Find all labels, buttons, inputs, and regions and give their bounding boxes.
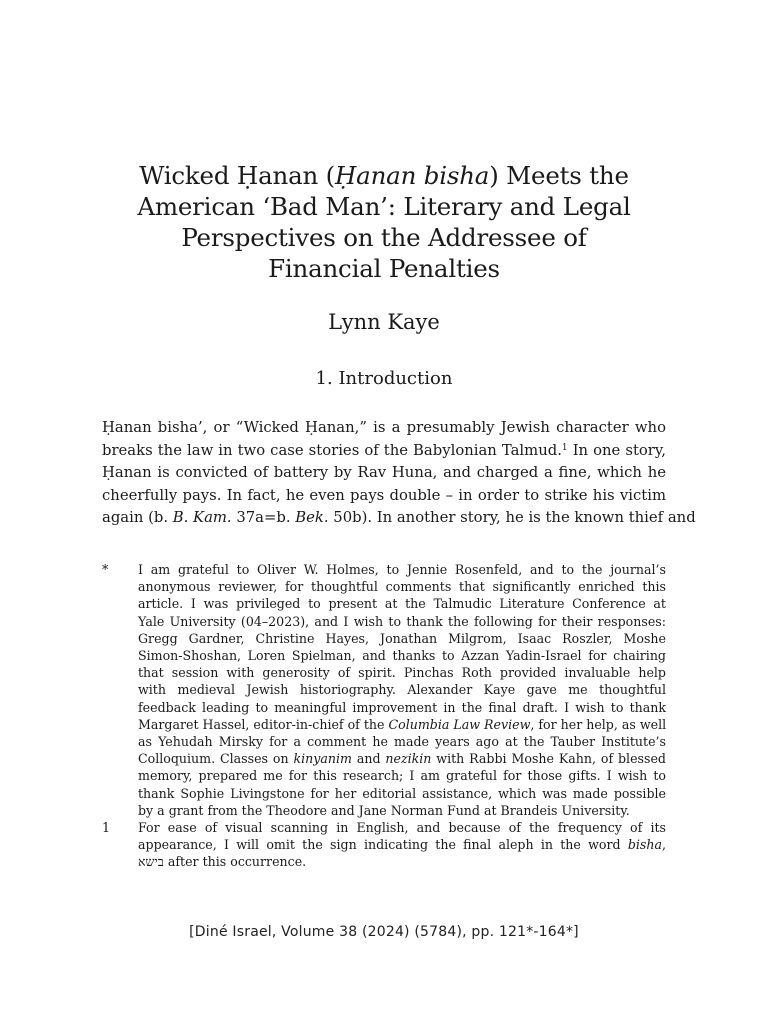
footnote-1-mark: 1 xyxy=(102,820,111,836)
footnote-line: Margaret Hassel, editor-in-chief of the Columbia Law Review, for her help, as well xyxy=(138,716,667,732)
footnote-line: with medieval Jewish historiography. Alexander Kaye gave me thoughtful xyxy=(138,682,666,698)
footnote-line: memory, prepared me for this research; I am grateful for those gifts. I wish to xyxy=(138,768,666,784)
footnote-line: Gregg Gardner, Christine Hayes, Jonathan Milgrom, Isaac Roszler, Moshe xyxy=(138,630,666,646)
footnote-line: Simon-Shoshan, Loren Spielman, and thanks to Azzan Yadin-Israel for chairing xyxy=(138,648,666,664)
footnote-line: anonymous reviewer, for thoughtful comments that significantly enriched this xyxy=(138,579,666,595)
title-line-3: Perspectives on the Addressee of xyxy=(181,223,587,252)
title-line-1: Wicked Ḥanan (Ḥanan bisha) Meets the xyxy=(139,161,629,190)
body-line-5: again (b. B. Kam. 37a=b. Bek. 50b). In another story, he is the known thief and xyxy=(102,509,696,526)
footnote-star xyxy=(102,561,666,819)
body-paragraph xyxy=(102,417,696,530)
body-line-1: Ḥanan bisha’, or “Wicked Ḥanan,” is a presumably Jewish character who xyxy=(102,419,666,436)
footnote-line: בישא after this occurrence. xyxy=(138,854,307,870)
footnote-line: appearance, I will omit the sign indicating the final aleph in the word bisha, xyxy=(138,837,666,853)
footnote-line: as Yehudah Mirsky for a comment he made years ago at the Tauber Institute’s xyxy=(138,734,666,750)
title-italic-name: Ḥanan bisha xyxy=(335,161,490,190)
body-line-3: Ḥanan is convicted of battery by Rav Huna, and charged a fine, which he xyxy=(102,464,666,481)
footnote-line: feedback leading to meaningful improvement in the final draft. I wish to thank xyxy=(138,699,666,715)
hebrew-word: בישא xyxy=(138,854,164,870)
footnote-line: article. I was privileged to present at the Talmudic Literature Conference at xyxy=(138,596,666,612)
footnote-line: that session with generosity of spirit. Pinchas Roth provided invaluable help xyxy=(138,665,666,681)
footnote-ref-1[interactable]: 1 xyxy=(561,442,568,453)
title-line-4: Financial Penalties xyxy=(268,254,500,283)
footnotes xyxy=(102,561,666,871)
footnote-line: Colloquium. Classes on kinyanim and nezikin with Rabbi Moshe Kahn, of blessed xyxy=(138,751,666,767)
footnote-line: by a grant from the Theodore and Jane Norman Fund at Brandeis University. xyxy=(138,802,630,818)
body-line-4: cheerfully pays. In fact, he even pays double – in order to strike his victim xyxy=(102,486,666,504)
article-title xyxy=(100,160,668,284)
footnote-1 xyxy=(102,819,666,871)
footnote-line: For ease of visual scanning in English, and because of the frequency of its xyxy=(138,820,666,836)
footnote-line: I am grateful to Oliver W. Holmes, to Jennie Rosenfeld, and to the journal’s xyxy=(138,562,666,577)
footnote-star-mark: * xyxy=(102,562,109,577)
footnote-line: Yale University (04–2023), and I wish to thank the following for their responses: xyxy=(138,613,666,629)
body-line-2: breaks the law in two case stories of the Babylonian Talmud.$^1$ In one story, xyxy=(102,441,666,459)
author-name: Lynn Kaye xyxy=(328,310,440,334)
journal-citation: [Diné Israel, Volume 38 (2024) (5784), pp. 121*-164*] xyxy=(189,924,579,940)
title-line-2: American ‘Bad Man’: Literary and Legal xyxy=(137,192,631,221)
section-heading: 1. Introduction xyxy=(315,368,453,389)
footnote-line: thank Sophie Livingstone for her editorial assistance, which was made possible xyxy=(138,785,666,801)
